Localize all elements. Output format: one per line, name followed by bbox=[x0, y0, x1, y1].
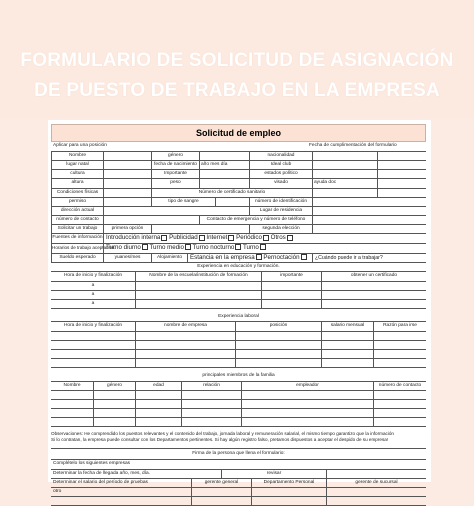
row-mark: a bbox=[91, 282, 95, 288]
importante-label: Importante bbox=[151, 170, 199, 178]
fill-date-label: Fecha de cumplimentación del formulario bbox=[309, 143, 397, 148]
checkbox-icon[interactable] bbox=[263, 235, 269, 241]
family-cell[interactable] bbox=[93, 418, 135, 426]
family-col-contact: número de contacto bbox=[373, 382, 426, 390]
num-id-label: número de identificación bbox=[249, 198, 312, 206]
work-cell[interactable] bbox=[373, 359, 426, 367]
signature-cell[interactable] bbox=[326, 497, 426, 505]
work-cell[interactable] bbox=[373, 341, 426, 349]
table-row bbox=[51, 282, 426, 291]
form-title: Solicitud de empleo bbox=[51, 124, 426, 142]
checkbox-icon[interactable] bbox=[260, 244, 266, 250]
lugar-residencia-field[interactable] bbox=[312, 207, 426, 215]
checkbox-icon[interactable] bbox=[301, 254, 307, 260]
family-col-relation: relación bbox=[181, 382, 241, 390]
row-mark: a bbox=[91, 301, 95, 307]
page-title-line-1: FORMULARIO DE SOLICITUD DE ASIGNACIÓN bbox=[20, 50, 454, 71]
photo-box bbox=[377, 170, 426, 178]
signature-cell[interactable] bbox=[251, 488, 326, 496]
education-col-school: Nombre de la escuela/institución de formación bbox=[135, 272, 261, 280]
horario-option: Turno diurno bbox=[106, 244, 141, 252]
table-row bbox=[51, 391, 426, 400]
firma-personal: Departamento Personal bbox=[251, 479, 326, 487]
family-cell[interactable] bbox=[241, 391, 373, 399]
work-cell[interactable] bbox=[373, 350, 426, 358]
family-cell[interactable] bbox=[373, 391, 426, 399]
family-cell[interactable] bbox=[241, 400, 373, 408]
work-cell[interactable] bbox=[135, 341, 235, 349]
ideal-club-label: Ideal club bbox=[249, 161, 312, 169]
family-cell[interactable] bbox=[181, 391, 241, 399]
num-contacto-field[interactable] bbox=[103, 216, 199, 224]
table-row bbox=[51, 332, 426, 341]
education-cell[interactable] bbox=[321, 291, 426, 299]
horario-option: Turno bbox=[242, 244, 259, 252]
table-row bbox=[51, 350, 426, 359]
work-cell[interactable] bbox=[321, 332, 373, 340]
signature-cell[interactable] bbox=[326, 488, 426, 496]
work-cell[interactable] bbox=[321, 359, 373, 367]
family-cell[interactable] bbox=[93, 409, 135, 417]
work-cell[interactable] bbox=[235, 332, 321, 340]
estado-politico-field[interactable] bbox=[312, 170, 377, 178]
apply-position-label: Aplicar para una posición bbox=[53, 143, 107, 148]
education-cell[interactable] bbox=[321, 282, 426, 290]
lugar-residencia-label: Lugar de residencia bbox=[249, 207, 312, 215]
form-row-apply-job bbox=[51, 225, 426, 234]
genero-field[interactable] bbox=[199, 152, 249, 160]
table-row bbox=[51, 359, 426, 368]
altura-label: altura bbox=[51, 179, 103, 187]
otro-label: otro bbox=[53, 489, 62, 495]
fuentes-option: Otros bbox=[270, 234, 286, 242]
education-cell[interactable] bbox=[261, 282, 321, 290]
family-cell[interactable] bbox=[135, 391, 181, 399]
horarios-label: Horarios de trabajo aceptables bbox=[51, 244, 103, 253]
work-col-position: posición bbox=[235, 322, 321, 330]
permiso-field[interactable] bbox=[103, 198, 151, 206]
revisar-field[interactable] bbox=[326, 470, 426, 478]
tipo-sangre-label: tipo de sangre bbox=[151, 198, 215, 206]
fuentes-options bbox=[103, 234, 426, 243]
sueldo-label: Sueldo esperado bbox=[51, 254, 103, 263]
family-cell[interactable] bbox=[181, 418, 241, 426]
contacto-emergencia-label: Contacto de emergencia y número de teléfono bbox=[199, 216, 312, 224]
yuanes-label: yuanes/mes bbox=[103, 254, 151, 263]
family-col-age: edad bbox=[135, 382, 181, 390]
signature-row bbox=[51, 449, 426, 460]
ayuda-doc: ayuda doc bbox=[312, 179, 377, 187]
row-mark: a bbox=[91, 291, 95, 297]
family-section bbox=[51, 372, 426, 381]
condiciones-label: Condiciones físicas bbox=[51, 189, 103, 197]
num-id-field[interactable] bbox=[312, 198, 426, 206]
observaciones-text: Observaciones: He comprendido los puestos relevantes y el contenido del trabajo, jornada laboral y remuneración salarial, el mismo tiempo garantizo que la información bbox=[51, 431, 394, 437]
horario-option: Turno nocturno bbox=[192, 244, 235, 252]
work-cell[interactable] bbox=[321, 341, 373, 349]
alojamiento-label: Alojamiento bbox=[151, 254, 187, 263]
work-cell[interactable] bbox=[135, 359, 235, 367]
work-header bbox=[51, 322, 426, 331]
education-cell[interactable] bbox=[261, 300, 321, 308]
form-row-birth bbox=[51, 161, 426, 170]
firma-sucursal: gerente de sucursal bbox=[326, 479, 426, 487]
salario-periodo-label: Determinar el salario del período de pruebas bbox=[53, 479, 148, 485]
alojamiento-options bbox=[187, 254, 312, 263]
education-header bbox=[51, 272, 426, 281]
solicitar-label: Solicitar un trabajo bbox=[51, 225, 103, 233]
condiciones-field[interactable] bbox=[103, 189, 151, 197]
primera-opcion-field[interactable] bbox=[151, 225, 249, 233]
work-col-reason: Razón para irse bbox=[373, 322, 426, 330]
firma-gerente-general: gerente general bbox=[191, 479, 251, 487]
education-cell[interactable] bbox=[261, 291, 321, 299]
photo-box bbox=[377, 189, 426, 197]
horario-option: Turno medio bbox=[149, 244, 184, 252]
education-cell[interactable] bbox=[135, 291, 261, 299]
altura-field[interactable] bbox=[103, 179, 151, 187]
work-cell[interactable] bbox=[373, 332, 426, 340]
fecha-llegada-label: Determinar la fecha de llegada año, mes, día. bbox=[53, 470, 151, 476]
genero-label: género bbox=[151, 152, 199, 160]
signature-cell[interactable] bbox=[251, 497, 326, 505]
form-row-contact bbox=[51, 216, 426, 225]
num-contacto-label: número de contacto bbox=[51, 216, 103, 224]
form-row-trial-salary bbox=[51, 479, 426, 488]
family-cell[interactable] bbox=[373, 409, 426, 417]
checkbox-icon[interactable] bbox=[199, 235, 205, 241]
observaciones-text-2: Si lo contratan, la empresa puede consultar con los Departamentos pertinentes. Si hay algún registro falso, pretamos dispuestos a aceptar el despido de su empresa! bbox=[51, 437, 389, 443]
education-col-time: Hora de inicio y finalización bbox=[63, 273, 123, 279]
form-row-sources bbox=[51, 234, 426, 244]
fuentes-option: Internet bbox=[206, 234, 228, 242]
work-cell[interactable] bbox=[235, 341, 321, 349]
fuentes-option: Periódico bbox=[236, 234, 262, 242]
nombre-label: Nombre bbox=[51, 152, 103, 160]
form-sheet bbox=[48, 120, 431, 495]
family-cell[interactable] bbox=[181, 400, 241, 408]
education-cell[interactable] bbox=[321, 300, 426, 308]
work-cell[interactable] bbox=[235, 350, 321, 358]
work-col-company: nombre de empresa bbox=[135, 322, 235, 330]
cultura-field[interactable] bbox=[103, 170, 151, 178]
table-row bbox=[51, 291, 426, 300]
horarios-options bbox=[103, 244, 426, 253]
education-col-cert: obtener un certificado bbox=[321, 272, 426, 280]
cert-sanitario-label: Número de certificado sanitario bbox=[151, 189, 312, 197]
education-cell[interactable] bbox=[135, 282, 261, 290]
education-section bbox=[51, 263, 426, 272]
observations-block bbox=[51, 431, 426, 449]
family-col-name: Nombre bbox=[63, 382, 81, 388]
form-row-address bbox=[51, 207, 426, 216]
puede-ir-label: ¿Cuándo puede ir a trabajar? bbox=[312, 254, 426, 263]
photo-box bbox=[377, 179, 426, 187]
checkbox-icon[interactable] bbox=[235, 244, 241, 250]
cert-sanitario-field[interactable] bbox=[312, 189, 377, 197]
direccion-field[interactable] bbox=[103, 207, 249, 215]
work-cell[interactable] bbox=[135, 350, 235, 358]
family-cell[interactable] bbox=[241, 409, 373, 417]
checkbox-icon[interactable] bbox=[256, 254, 262, 260]
form-row-name bbox=[51, 152, 426, 161]
segunda-eleccion-field[interactable] bbox=[312, 225, 426, 233]
nacionalidad-label: nacionalidad bbox=[249, 152, 312, 160]
table-row bbox=[51, 341, 426, 350]
form-row-culture bbox=[51, 170, 426, 179]
form-row-salary bbox=[51, 254, 426, 264]
segunda-eleccion-label: segunda elección bbox=[249, 225, 312, 233]
checkbox-icon[interactable] bbox=[228, 235, 234, 241]
firma-label: Firma de la persona que llena el formulario: bbox=[192, 451, 285, 457]
form-content bbox=[51, 124, 426, 506]
contacto-emergencia-field[interactable] bbox=[312, 216, 426, 224]
form-row-arrival bbox=[51, 470, 426, 479]
checkbox-icon[interactable] bbox=[287, 235, 293, 241]
ideal-club-field[interactable] bbox=[312, 161, 377, 169]
family-header bbox=[51, 382, 426, 391]
visado-label: visado bbox=[249, 179, 312, 187]
form-row-physical bbox=[51, 189, 426, 198]
signature-cell[interactable] bbox=[191, 488, 251, 496]
tipo-sangre-field[interactable] bbox=[215, 198, 249, 206]
work-cell[interactable] bbox=[135, 332, 235, 340]
family-section-title: principales miembros de la familia bbox=[202, 373, 275, 379]
company-section bbox=[51, 460, 426, 469]
education-cell[interactable] bbox=[135, 300, 261, 308]
form-row-blank bbox=[51, 497, 426, 506]
work-section bbox=[51, 313, 426, 322]
fecha-formato: año mes día bbox=[199, 161, 249, 169]
alojamiento-option: Estancia en la empresa bbox=[190, 253, 255, 261]
family-cell[interactable] bbox=[93, 391, 135, 399]
fecha-nacimiento-label: fecha de nacimiento bbox=[151, 161, 199, 169]
table-row bbox=[51, 418, 426, 427]
estado-politico-label: estados político bbox=[249, 170, 312, 178]
form-row-height bbox=[51, 179, 426, 188]
signature-cell[interactable] bbox=[191, 497, 251, 505]
nombre-field[interactable] bbox=[103, 152, 151, 160]
family-cell[interactable] bbox=[135, 418, 181, 426]
lugar-nacimiento-field[interactable] bbox=[103, 161, 151, 169]
importante-field[interactable] bbox=[199, 170, 249, 178]
table-row bbox=[51, 409, 426, 418]
family-cell[interactable] bbox=[241, 418, 373, 426]
form-row-schedule bbox=[51, 244, 426, 254]
fuentes-label: Fuentes de información bbox=[51, 234, 103, 243]
work-cell[interactable] bbox=[321, 350, 373, 358]
table-row bbox=[51, 400, 426, 409]
family-cell[interactable] bbox=[373, 400, 426, 408]
form-row-permit bbox=[51, 198, 426, 207]
family-cell[interactable] bbox=[93, 400, 135, 408]
permiso-label: permiso bbox=[51, 198, 103, 206]
education-section-title: Experiencia en educación y formación. bbox=[197, 264, 280, 270]
alojamiento-option: Pernoctación bbox=[263, 253, 300, 261]
family-col-gender: género bbox=[93, 382, 135, 390]
lugar-nacimiento-label: lugar natal bbox=[51, 161, 103, 169]
table-row bbox=[51, 300, 426, 309]
cultura-label: cultura bbox=[51, 170, 103, 178]
checkbox-icon[interactable] bbox=[185, 244, 191, 250]
header-banner bbox=[0, 0, 474, 118]
direccion-label: dirección actual bbox=[51, 207, 103, 215]
fuentes-option: Publicidad bbox=[169, 234, 198, 242]
revisar-label: revisar bbox=[221, 470, 326, 478]
work-cell[interactable] bbox=[235, 359, 321, 367]
photo-box bbox=[377, 161, 426, 169]
work-col-time: Hora de inicio y finalización bbox=[63, 323, 123, 329]
fuentes-option: Introducción interna bbox=[106, 234, 161, 242]
work-section-title: Experiencia laboral bbox=[218, 314, 259, 320]
form-row-other bbox=[51, 488, 426, 497]
checkbox-icon[interactable] bbox=[161, 235, 167, 241]
family-col-employer: empleador bbox=[241, 382, 373, 390]
peso-label: peso bbox=[151, 179, 199, 187]
completar-label: Complételo los siguientes empresas bbox=[53, 461, 131, 467]
family-cell[interactable] bbox=[373, 418, 426, 426]
peso-field[interactable] bbox=[199, 179, 249, 187]
photo-box bbox=[377, 152, 426, 160]
family-cell[interactable] bbox=[135, 400, 181, 408]
family-cell[interactable] bbox=[181, 409, 241, 417]
page-title-line-2: DE PUESTO DE TRABAJO EN LA EMPRESA bbox=[34, 80, 440, 101]
nacionalidad-field[interactable] bbox=[312, 152, 377, 160]
primera-opcion-label: primera opción bbox=[103, 225, 151, 233]
education-col-major: importante bbox=[261, 272, 321, 280]
checkbox-icon[interactable] bbox=[142, 244, 148, 250]
form-row-apply bbox=[51, 142, 426, 152]
family-cell[interactable] bbox=[135, 409, 181, 417]
work-col-salary: salario mensual bbox=[321, 322, 373, 330]
